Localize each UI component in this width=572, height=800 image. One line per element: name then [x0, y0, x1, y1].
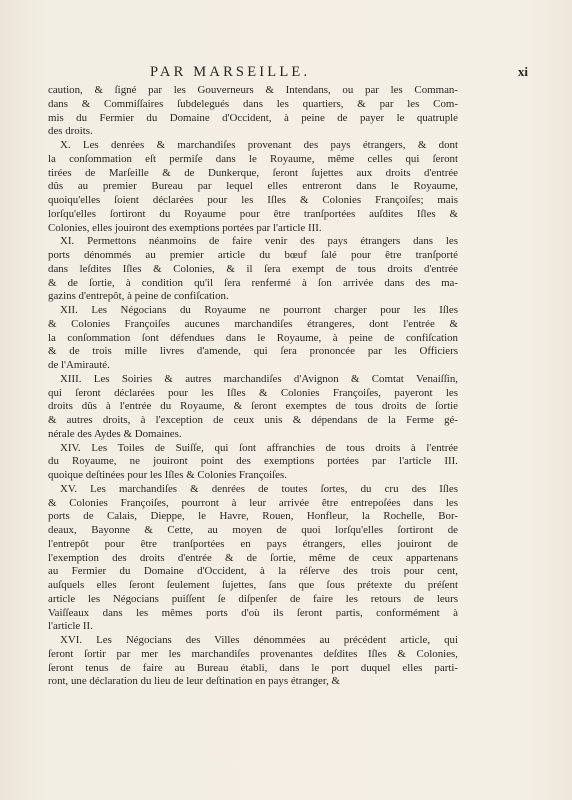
text-line: XII. Les Négocians du Royaume ne pourront charger pour les Iſles	[60, 304, 458, 316]
text-line: quoiqu'elles ſoient déclarées pour les Iſles & Colonies Françoiſes; mais	[48, 194, 458, 206]
text-line: lorſqu'elles ſortiront du Royaume pour être tranſportées auſdites Iſles &	[48, 207, 458, 220]
paragraph-p-xiii	[48, 373, 458, 442]
text-line: du Royaume, ne jouiront point des exemptions portées par l'article III.	[48, 455, 458, 468]
text-line: article les Négocians puiſſent ſe diſpenſer de faire les retours de leurs	[48, 592, 458, 605]
text-line: & Colonies Françoiſes aucunes marchandiſes étrangeres, dont l'entrée &	[48, 317, 458, 330]
text-line: l'exemption des droits d'entrée & de ſortie, même de ceux appartenans	[48, 551, 458, 564]
text-line: & de trois mille livres d'amende, qui ſera prononcée par les Officiers	[48, 345, 458, 358]
paragraph-p-x	[48, 139, 458, 235]
text-line: Vaiſſeaux dans les mêmes ports d'où ils ſeront partis, conformément à	[48, 606, 458, 619]
running-title: PAR MARSEILLE.	[150, 64, 311, 80]
page-number: xi	[517, 64, 528, 79]
text-line: qui ſeront déclarées pour les Iſles & Colonies Françoiſes, payeront les	[48, 386, 458, 399]
text-line: & Colonies Françoiſes, pourront à leur arrivée être entrepoſées dans les	[48, 496, 458, 509]
text-line: nérale des Aydes & Domaines.	[48, 427, 182, 440]
paragraph-p-xiv	[48, 442, 458, 483]
paragraph-p-xi	[48, 235, 458, 304]
page-header	[0, 64, 572, 84]
text-line: l'entrepôt pour être tranſportées en pays étrangers, elles jouiront de	[48, 537, 458, 550]
text-line: au Fermier du Domaine d'Occident, à la réſerve des trois pour cent,	[48, 565, 458, 578]
text-line: la conſommation eſt permiſe dans le Royaume, même celles qui ſeront	[48, 152, 458, 165]
text-line: ports dénommés au premier article du bœuf ſalé pour être tranſporté	[48, 249, 458, 261]
text-line: XI. Permettons néanmoins de faire venir des pays étrangers dans les	[60, 235, 458, 248]
text-line: deaux, Bayonne & Cette, au moyen de quoi lorſqu'elles ſortiront de	[48, 524, 458, 536]
text-line: ront, une déclaration du lieu de leur deſtination en pays étranger, &	[48, 675, 340, 688]
text-line: droits dûs à l'entrée du Royaume, & ſeront exemptes de tous droits de ſortie	[48, 400, 458, 413]
text-line: de l'Amirauté.	[48, 359, 110, 371]
paragraph-p-xv	[48, 483, 458, 634]
text-line: des droits.	[48, 125, 93, 138]
text-line: XVI. Les Négocians des Villes dénommées au précédent article, qui	[60, 634, 458, 646]
text-line: quoique deſtinées pour les Iſles & Colonies Françoiſes.	[48, 469, 287, 481]
text-line: mis du Fermier du Domaine d'Occident, à peine de payer le quatruple	[48, 111, 458, 124]
text-line: & autres droits, à l'exception de ceux unis & dépendans de la Ferme gé-	[48, 414, 458, 426]
text-line: Colonies, elles jouiront des exemptions portées par l'article III.	[48, 221, 322, 234]
text-line: ports de Calais, Dieppe, le Havre, Rouen, Honfleur, la Rochelle, Bor-	[48, 510, 458, 523]
text-line: dans leſdites Iſles & Colonies, & il ſera exempt de tous droits d'entrée	[48, 262, 458, 275]
text-line: XIV. Les Toiles de Suiſſe, qui ſont affranchies de tous droits à l'entrée	[60, 441, 458, 454]
text-line: XV. Les marchandiſes & denrées de toutes ſortes, du cru des Iſles	[60, 482, 458, 495]
paragraph-p-ix-end	[48, 84, 458, 139]
paragraph-p-xii	[48, 304, 458, 373]
text-line: dûs au premier Bureau par lequel elles entreront dans le Royaume,	[48, 180, 458, 193]
text-line: la conſommation ſont défendues dans le Royaume, à peine de confiſcation	[48, 331, 458, 344]
text-line: gazins d'entrepôt, à peine de confiſcation.	[48, 290, 229, 303]
text-line: tirées de Marſeille & de Dunkerque, ſeront ſujettes aux droits d'entrée	[48, 166, 458, 179]
text-line: XIII. Les Soiries & autres marchandiſes d'Avignon & Comtat Venaiſſin,	[60, 372, 458, 385]
text-line: & de ſortie, à condition qu'il ſera renfermé à ſon arrivée dans des ma-	[48, 276, 458, 289]
text-line: dans & Commiſſaires ſubdelegués dans les quartiers, & par les Com-	[48, 97, 458, 110]
text-line: X. Les denrées & marchandiſes provenant des pays étrangers, & dont	[60, 139, 458, 151]
text-line: caution, & ſigné par les Gouverneurs & Intendans, ou par les Comman-	[48, 84, 458, 96]
text-line: ſeront ſortir par mer les marchandiſes provenantes deſdites Iſles & Colonies,	[48, 647, 458, 660]
text-line: l'article II.	[48, 620, 93, 633]
text-line: auſquels elles ſeront ſeulement ſujettes, ſans que ſous prétexte du préſent	[48, 579, 458, 591]
page-body-text	[48, 84, 458, 689]
paragraph-p-xvi	[48, 634, 458, 689]
text-line: ſeront tenus de faire au Bureau établi, dans le port duquel elles parti-	[48, 661, 458, 674]
